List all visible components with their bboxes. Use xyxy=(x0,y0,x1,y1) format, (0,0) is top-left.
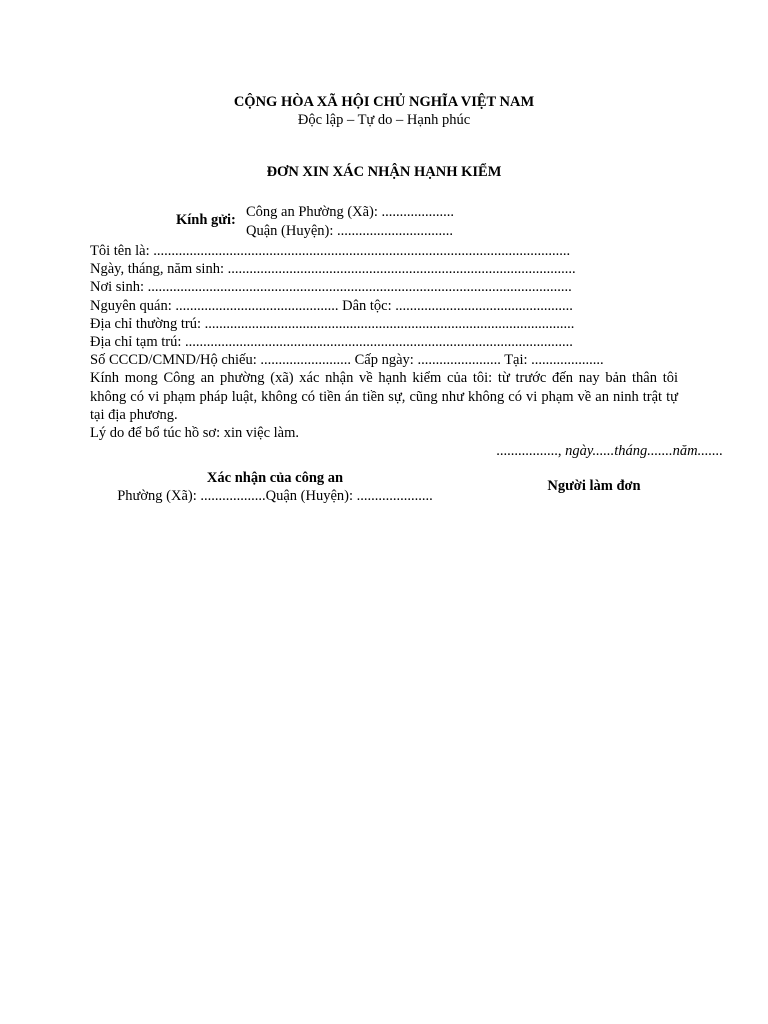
form-body xyxy=(90,242,690,442)
applicant-signature-label: Người làm đơn xyxy=(547,478,641,494)
field-id-info: Số CCCD/CMND/Hộ chiếu: ......................... Cấp ngày: ....................... Tại: .................... xyxy=(90,352,604,369)
date-place: ................., xyxy=(496,443,562,459)
field-permanent-address: Địa chỉ thường trú: ...................................................................................................... xyxy=(90,315,575,332)
recipient-district: Quận (Huyện): ................................ xyxy=(246,223,454,239)
reason-line: Lý do để bổ túc hồ sơ: xin việc làm. xyxy=(90,425,300,442)
request-paragraph: Kính mong Công an phường (xã) xác nhận về hạnh kiểm của tôi: từ trước đến nay bản thân tôi không có vi phạm pháp luật, không có tiền án tiền sự, cũng như không có vi phạm về an ninh trật tự tại địa phương. xyxy=(90,370,678,423)
police-confirmation-location: Phường (Xã): ..................Quận (Huyện): ..................... xyxy=(117,488,433,504)
police-confirmation-heading: Xác nhận của công an xyxy=(206,470,344,486)
recipient-label: Kính gửi: xyxy=(176,212,236,228)
police-confirmation-block xyxy=(100,469,450,505)
recipient-lines xyxy=(246,203,454,241)
date-value: ngày......tháng.......năm....... xyxy=(561,443,723,459)
recipient-ward: Công an Phường (Xã): .................... xyxy=(246,204,455,220)
field-birthplace: Nơi sinh: ..................................................................................................................... xyxy=(90,279,572,296)
field-temporary-address: Địa chỉ tạm trú: ........................................................................................................... xyxy=(90,334,573,351)
field-dob: Ngày, tháng, năm sinh: ................................................................................................ xyxy=(90,261,576,278)
document-title: ĐƠN XIN XÁC NHẬN HẠNH KIỂM xyxy=(266,164,502,180)
field-name: Tôi tên là: ................................................................................................................... xyxy=(90,243,571,259)
national-motto: Độc lập – Tự do – Hạnh phúc xyxy=(297,112,471,128)
national-title: CỘNG HÒA XÃ HỘI CHỦ NGHĨA VIỆT NAM xyxy=(233,94,535,110)
field-origin-ethnic: Nguyên quán: ............................................. Dân tộc: ................................................. xyxy=(90,297,573,314)
date-line xyxy=(496,443,723,460)
